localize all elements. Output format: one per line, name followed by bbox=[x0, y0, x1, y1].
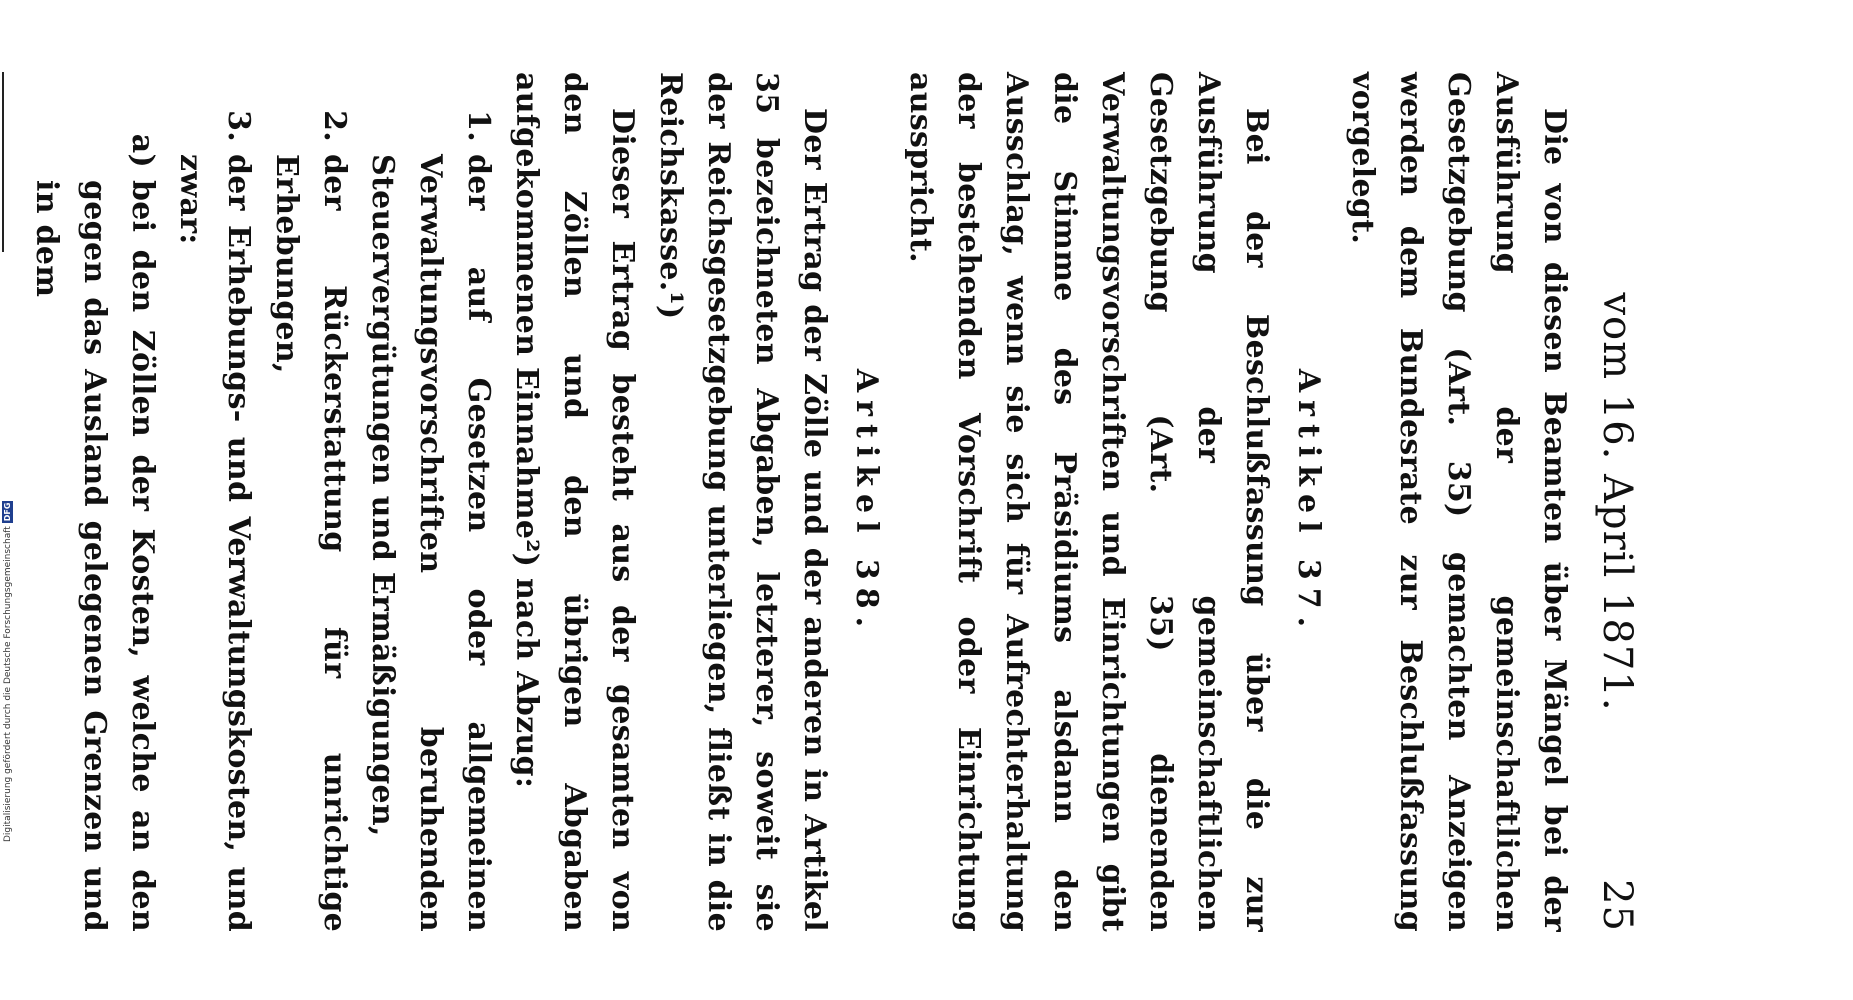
dfg-logo: DFG bbox=[3, 502, 12, 522]
list-item-text: der Rückerstattung für unrichtige Erhebungen, bbox=[269, 154, 352, 932]
credit-text: Digitalisierung gefördert durch die Deutsche Forschungsgemeinschaft bbox=[2, 526, 13, 842]
list-item-text: der auf Gesetzen oder allgemeinen Verwaltungsvorschriften beruhenden Steuervergütungen und Ermäßigungen, bbox=[365, 154, 496, 932]
running-title: vom 16. April 1871. bbox=[1594, 292, 1640, 712]
paragraph: Dieser Ertrag besteht aus der gesamten von den Zöllen und den übrigen Abgaben aufgekommenen Einnahme²) nach Abzug: bbox=[509, 72, 640, 932]
main-text bbox=[22, 72, 1578, 932]
article-heading: Artikel 37. bbox=[1291, 368, 1326, 636]
list-item bbox=[358, 72, 502, 932]
list-item-text: der Erhebungs- und Verwaltungskosten, und zwar: bbox=[173, 154, 256, 932]
list-marker: 1. bbox=[461, 110, 496, 142]
list-item bbox=[166, 72, 262, 932]
list-item bbox=[262, 72, 358, 932]
paragraph: Bei der Beschlußfassung über die zur Ausführung der gemeinschaftlichen Gesetzgebung (Art. 35) dienenden Verwaltungsvorschriften und Einrichtungen gibt die Stimme des Präsidiums alsdann den Ausschlag, wenn sie sich für Aufrechterhaltung der bestehenden Vorschrift oder Einrichtung ausspricht. bbox=[903, 72, 1274, 932]
list-marker: a) bbox=[125, 133, 160, 168]
sub-list-item bbox=[22, 72, 166, 932]
article-heading: Artikel 38. bbox=[849, 368, 884, 636]
footnote-divider bbox=[2, 72, 4, 252]
digitization-credit bbox=[2, 501, 13, 842]
page-number: 25 bbox=[1594, 879, 1640, 932]
running-head bbox=[1594, 72, 1640, 932]
paragraph: Der Ertrag der Zölle und der anderen in Artikel 35 bezeichneten Abgaben, letzterer, soweit sie der Reichsgesetzgebung unterliegen, fließt in die Reichskasse.¹) bbox=[653, 72, 832, 932]
list-marker: 2. bbox=[317, 110, 352, 142]
paragraph: Die von diesen Beamten über Mängel bei der Ausführung der gemeinschaftlichen Gesetzgebung (Art. 35) gemachten Anzeigen werden dem Bundesrate zur Beschlußfassung vorgelegt. bbox=[1345, 72, 1572, 932]
list-item-text: bei den Zöllen der Kosten, welche an den gegen das Ausland gelegenen Grenzen und in dem bbox=[29, 180, 160, 932]
list-marker: 3. bbox=[221, 110, 256, 142]
document-page bbox=[29, 72, 1640, 932]
